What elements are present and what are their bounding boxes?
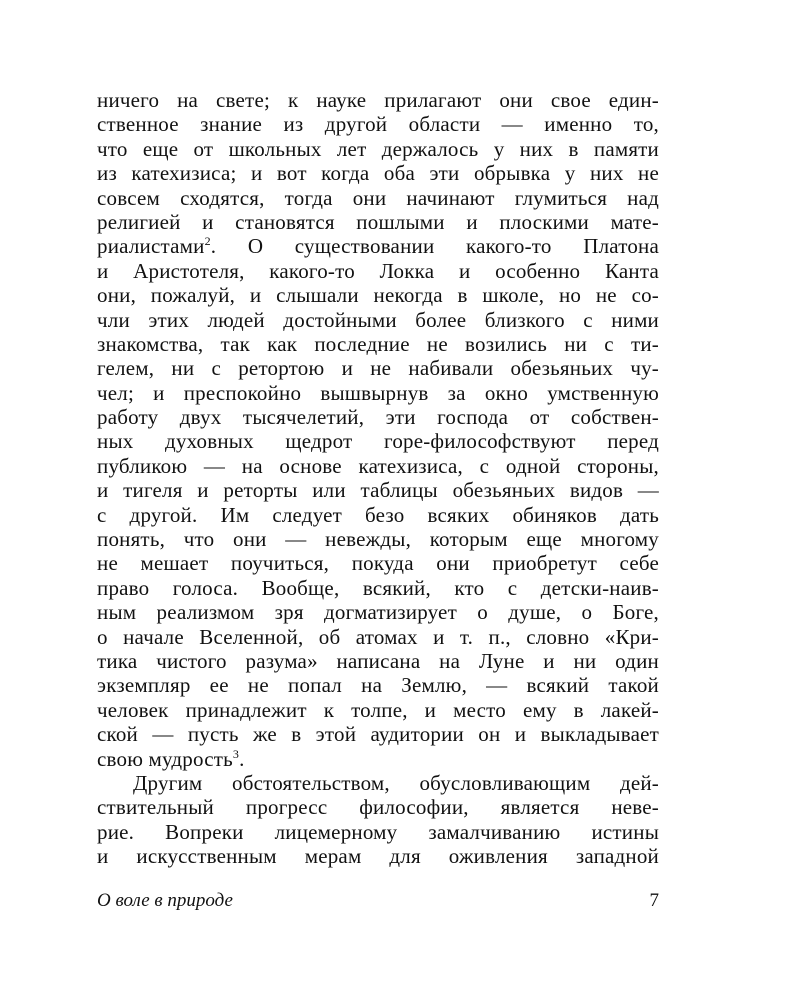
text-line: из катехизиса; и вот когда оба эти обрывка у них не [97,161,659,186]
text-line: о начале Вселенной, об атомах и т. п., словно «Кри- [97,624,659,649]
text-fragment: . О существовании какого-то Платона [210,234,659,259]
text-line: и тигеля и реторты или таблицы обезьяньих видов — [97,478,659,503]
text-line: ным реализмом зря догматизирует о душе, о Боге, [97,600,659,625]
running-footer-title: О воле в природе [97,890,233,911]
text-line: гелем, ни с ретортою и не набивали обезьяньих чу- [97,356,659,381]
text-line: ской — пусть же в этой аудитории он и выкладывает [97,722,659,747]
text-line: ственное знание из другой области — именно то, [97,112,659,137]
page-number: 7 [649,890,659,911]
text-line: ничего на свете; к науке прилагают они свое един- [97,88,659,112]
text-line: и искусственным мерам для оживления западной [97,844,659,869]
text-line: совсем сходятся, тогда они начинают глумиться над [97,185,659,210]
footnote-ref[interactable]: 2 [204,234,211,249]
text-line: тика чистого разума» написана на Луне и ни один [97,648,659,673]
text-line: они, пожалуй, и слышали некогда в школе, но не со- [97,283,659,308]
paragraph-start-line: Другим обстоятельством, обусловливающим дей- [133,770,659,795]
text-line: человек принадлежит к толпе, и место ему в лакей- [97,697,659,722]
text-line: чел; и преспокойно вышвырнув за окно умственную [97,380,659,405]
text-line: не мешает поучиться, покуда они приобретут себе [97,551,659,576]
text-fragment: свою мудрость [97,746,233,771]
text-line: с другой. Им следует безо всяких обиняков дать [97,502,659,527]
text-line: право голоса. Вообще, всякий, кто с детски-наив- [97,575,659,600]
text-line: религией и становятся пошлыми и плоскими мате- [97,209,659,234]
text-line [97,747,659,771]
text-line: экземпляр ее не попал на Землю, — всякий такой [97,673,659,698]
text-line: что еще от школьных лет держалось у них в памяти [97,136,659,161]
text-fragment: риалистами [97,234,205,259]
text-line: и Аристотеля, какого-то Локка и особенно Канта [97,258,659,283]
text-line: ных духовных щедрот горе-философствуют перед [97,429,659,454]
text-line: публикою — на основе катехизиса, с одной стороны, [97,453,659,478]
text-line: чли этих людей достойными более близкого с ними [97,307,659,332]
body-text [97,88,659,869]
text-fragment: . [239,746,245,771]
text-line [97,234,659,258]
text-line: понять, что они — невежды, которым еще многому [97,527,659,552]
footnote-ref[interactable]: 3 [232,746,240,761]
text-line: ствительный прогресс философии, является неве- [97,795,659,820]
text-line: рие. Вопреки лицемерному замалчиванию истины [97,819,659,844]
text-line: знакомства, так как последние не возились ни с ти- [97,331,659,356]
text-line: работу двух тысячелетий, эти господа от собствен- [97,405,659,430]
